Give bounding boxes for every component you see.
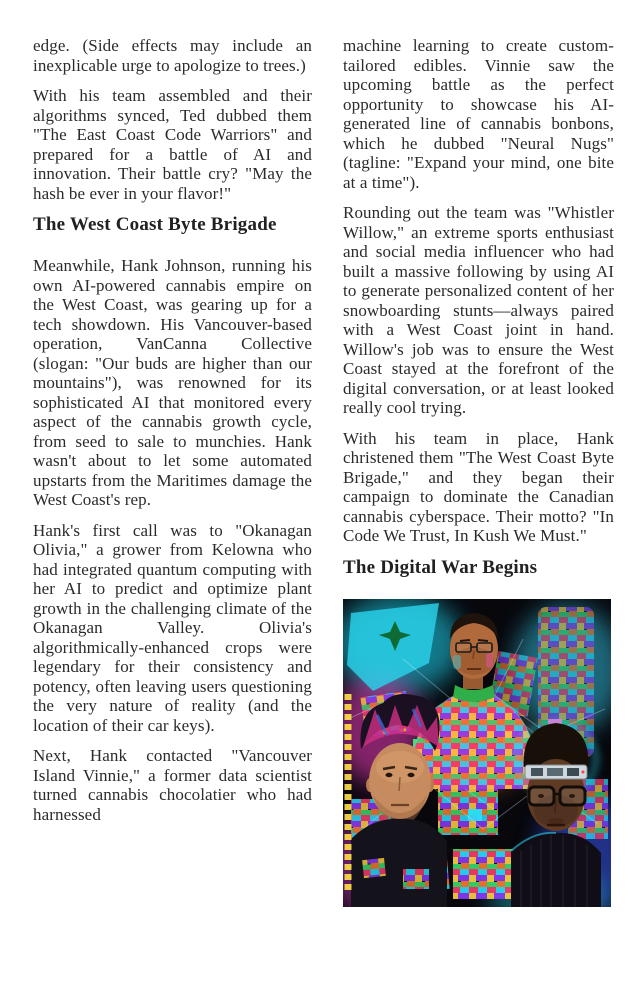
paragraph: Hank's first call was to "Okanagan Olivia," a grower from Kelowna who had integrated quantum computing with her AI to predict and optimize plant growth in the challenging climate of the Okanagan Valley. Olivia's algorithmically-enhanced crops were legendary for their consistency and potency, often leaving users questioning the very nature of reality (and the location of their car keys). [33, 520, 312, 735]
section-heading: The Digital War Begins [343, 556, 538, 578]
paragraph: With his team in place, Hank christened them "The West Coast Byte Brigade," and they began their campaign to dominate the Canadian cannabis cyberspace. Their motto? "In Code We Trust, In Kush We Must." [343, 428, 614, 545]
paragraph: With his team assembled and their algorithms synced, Ted dubbed them "The East Coast Code Warriors" and prepared for a battle of AI and innovation. Their battle cry? "May the hash be ever in your flavor!" [33, 86, 312, 203]
text-column-left [33, 36, 312, 835]
paragraph: Rounding out the team was "Whistler Willow," an extreme sports enthusiast and social media influencer who had built a massive following by using AI to generate personalized content of her snowboarding stunts—always paired with a West Coast joint in hand. Willow's job was to ensure the West Coast stayed at the forefront of the digital conversation, or at least looked really cool trying. [343, 203, 614, 417]
text-column-right [343, 36, 614, 907]
paragraph: machine learning to create custom-tailored edibles. Vinnie saw the upcoming battle as the perfect opportunity to showcase his AI-generated line of cannabis bonbons, which he dubbed "Neural Nugs" (tagline: "Expand your mind, one bite at a time"). [343, 36, 614, 192]
story-illustration [343, 599, 611, 907]
paragraph: Meanwhile, Hank Johnson, running his own AI-powered cannabis empire on the West Coast, was gearing up for a tech showdown. His Vancouver-based operation, VanCanna Collective (slogan: "Our buds are higher than our mountains"), was renowned for its sophisticated AI that monitored every aspect of the cannabis growth cycle, from seed to sale to munchies. Hank wasn't about to let some automated upstarts from the Maritimes damage the West Coast's rep. [33, 256, 312, 509]
paragraph: edge. (Side effects may include an inexplicable urge to apologize to trees.) [33, 36, 312, 75]
section-heading: The West Coast Byte Brigade [33, 214, 277, 235]
paragraph: Next, Hank contacted "Vancouver Island Vinnie," a former data scientist turned cannabis chocolatier who had harnessed [33, 746, 312, 824]
